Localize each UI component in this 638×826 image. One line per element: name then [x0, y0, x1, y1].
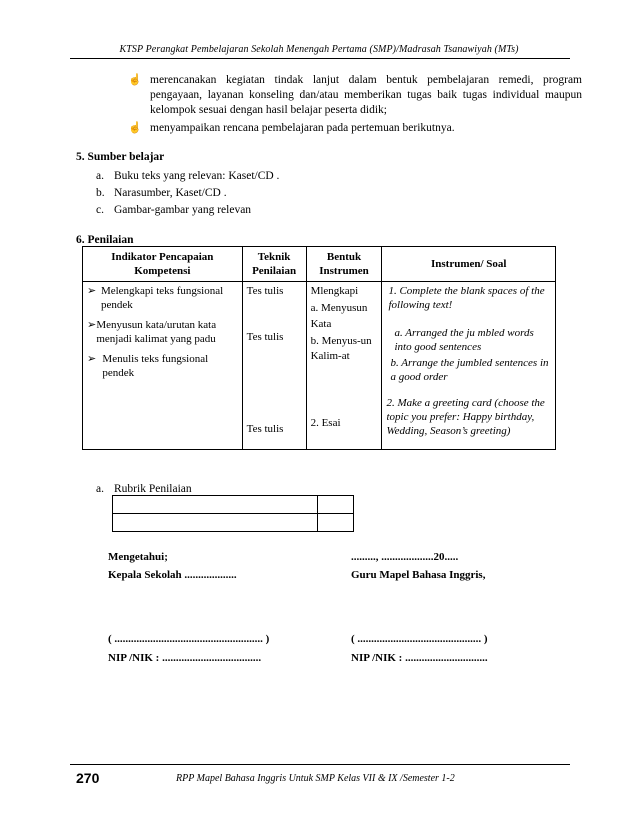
list-text: Narasumber, Kaset/CD .	[114, 187, 227, 199]
signature-right-nip: NIP /NIK : ..............................	[351, 652, 488, 664]
header-divider	[70, 58, 570, 59]
column-header: Instrumen/ Soal	[382, 247, 556, 282]
bullet-item	[128, 73, 582, 118]
list-text: Gambar-gambar yang relevan	[114, 204, 252, 216]
arrow-bullet-icon: ➢	[87, 353, 97, 365]
technique-cell	[242, 282, 306, 450]
list-letter: a.	[96, 483, 104, 495]
list-letter: b.	[96, 187, 105, 199]
column-header: Indikator Pencapaian Kompetensi	[83, 247, 243, 282]
indicator-text: Melengkapi teks fungsional pendek	[100, 285, 224, 311]
assessment-table	[82, 246, 556, 450]
table-row	[113, 496, 354, 514]
list-item	[96, 185, 227, 201]
form-cell	[306, 282, 382, 450]
technique-text: Tes tulis	[246, 285, 284, 297]
table-cell	[318, 496, 354, 514]
section-6-title: 6. Penilaian	[76, 234, 134, 246]
page-header: KTSP Perangkat Pembelajaran Sekolah Menengah Pertama (SMP)/Madrasah Tsanawiyah (MTs)	[119, 44, 519, 55]
indicator-item	[87, 318, 238, 346]
question-text: 2. Make a greeting card (choose the topic you prefer: Happy birthday, Wedding, Season’s greeting)	[386, 397, 545, 437]
indicator-text: Menyusun kata/urutan kata menjadi kalimat yang padu	[96, 319, 217, 345]
bullet-item	[128, 121, 582, 136]
table-cell	[113, 514, 318, 532]
indicator-text: Menulis teks fungsional pendek	[102, 353, 209, 379]
list-item	[96, 168, 279, 184]
rubric-table	[112, 495, 354, 532]
list-letter: c.	[96, 204, 104, 216]
signature-left-nip: NIP /NIK : ....................................	[108, 652, 262, 664]
question-text: 1. Complete the blank spaces of the following text!	[388, 285, 545, 311]
list-item	[96, 202, 251, 218]
form-text: 2. Esai	[310, 417, 341, 429]
column-header: Teknik Penilaian	[242, 247, 306, 282]
column-header: Bentuk Instrumen	[306, 247, 382, 282]
question-text: b. Arrange the jumbled sentences in a good order	[390, 357, 549, 383]
table-cell	[318, 514, 354, 532]
signature-left-name: ( ...................................................... )	[108, 633, 270, 645]
indicator-cell	[83, 282, 243, 450]
pointing-hand-icon: ☝	[128, 74, 142, 86]
bullet-text: merencanakan kegiatan tindak lanjut dalam bentuk pembelajaran remedi, program pengayaan, layanan konseling dan/atau memberikan tugas baik tugas individual maupun kelompok sesuai dengan hasil belajar peserta didik;	[150, 74, 582, 116]
arrow-bullet-icon: ➢	[87, 285, 97, 297]
table-row	[113, 514, 354, 532]
table-cell	[113, 496, 318, 514]
question-text: a. Arranged the ju mbled words into good sentences	[394, 327, 534, 353]
page-number: 270	[76, 770, 100, 786]
rubric-title: Rubrik Penilaian	[114, 483, 192, 495]
bullet-text: menyampaikan rencana pembelajaran pada pertemuan berikutnya.	[150, 122, 455, 134]
question-cell	[382, 282, 556, 450]
page-footer: RPP Mapel Bahasa Inggris Untuk SMP Kelas VII & IX /Semester 1-2	[176, 773, 455, 784]
list-letter: a.	[96, 170, 104, 182]
signature-right-name: ( ............................................. )	[351, 633, 488, 645]
technique-text: Tes tulis	[246, 423, 284, 435]
section-5-title: 5. Sumber belajar	[76, 151, 165, 163]
signature-right-role: Guru Mapel Bahasa Inggris,	[351, 569, 486, 581]
form-text: Mlengkapi	[310, 285, 359, 297]
list-text: Buku teks yang relevan: Kaset/CD .	[114, 170, 280, 182]
signature-left-title: Mengetahui;	[108, 551, 168, 563]
form-text: a. Menyusun Kata	[310, 302, 368, 330]
table-header-row	[83, 247, 556, 282]
pointing-hand-icon: ☝	[128, 122, 142, 134]
technique-text: Tes tulis	[246, 331, 284, 343]
table-row	[83, 282, 556, 450]
form-text: b. Menyus-un Kalim-at	[310, 335, 372, 362]
indicator-item	[87, 284, 238, 312]
arrow-bullet-icon: ➢	[87, 319, 97, 331]
signature-right-date: ........., ...................20.....	[351, 551, 459, 563]
signature-left-role: Kepala Sekolah ...................	[108, 569, 237, 581]
footer-divider	[70, 764, 570, 765]
indicator-item	[87, 352, 238, 380]
